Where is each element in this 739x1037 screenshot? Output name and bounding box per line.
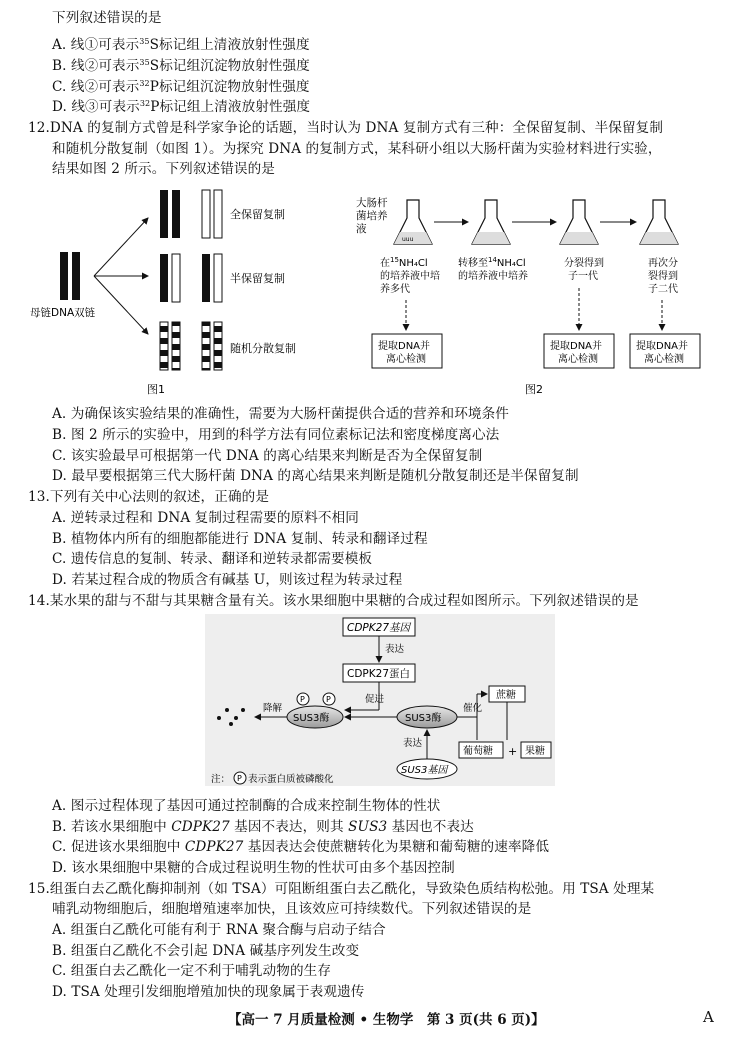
svg-text:离心检测: 离心检测 xyxy=(644,354,684,365)
q13-stem: 13.下列有关中心法则的叙述，正确的是 xyxy=(28,489,270,505)
svg-text:子一代: 子一代 xyxy=(568,271,598,282)
q13-option-a: A. 逆转录过程和 DNA 复制过程需要的原料不相同 xyxy=(52,510,360,526)
svg-text:再次分: 再次分 xyxy=(648,258,678,269)
svg-text:P: P xyxy=(237,774,242,783)
q12-option-d: D. 最早要根据第三代大肠杆菌 DNA 的离心结果来判断是随机分散复制还是半保留复制 xyxy=(52,468,579,484)
q15-option-a: A. 组蛋白乙酰化可能有利于 RNA 聚合酶与启动子结合 xyxy=(52,922,386,938)
enzyme-phosphorylated: SUS3酶 xyxy=(293,713,330,724)
svg-text:P: P xyxy=(326,695,331,704)
svg-text:裂得到: 裂得到 xyxy=(648,271,678,282)
q15-option-b: B. 组蛋白乙酰化不会引起 DNA 碱基序列发生改变 xyxy=(52,943,360,959)
svg-text:液: 液 xyxy=(356,223,367,235)
q13-option-b: B. 植物体内所有的细胞都能进行 DNA 复制、转录和翻译过程 xyxy=(52,531,428,547)
enzyme-sus3: SUS3酶 xyxy=(405,713,442,724)
svg-text:降解: 降解 xyxy=(263,703,283,714)
svg-text:的培养液中培养: 的培养液中培养 xyxy=(458,271,528,282)
svg-text:提取DNA并: 提取DNA并 xyxy=(378,341,431,352)
fructose-box: 果糖 xyxy=(525,746,545,757)
svg-text:表示蛋白质被磷酸化: 表示蛋白质被磷酸化 xyxy=(248,774,334,785)
svg-text:表达: 表达 xyxy=(385,644,405,655)
gene-sus3: SUS3基因 xyxy=(401,765,448,776)
parent-strand-1 xyxy=(60,252,68,300)
svg-text:子二代: 子二代 xyxy=(648,284,678,295)
q14-figure xyxy=(205,614,555,786)
q12-option-b: B. 图 2 所示的实验中，用到的科学方法有同位素标记法和密度梯度离心法 xyxy=(52,427,500,443)
fig1-caption: 图1 xyxy=(147,383,165,396)
q11-option-d: D. 线③可表示$^{32}$P标记组上清液放射性强度 xyxy=(52,99,311,115)
parent-strand-2 xyxy=(72,252,80,300)
glucose-box: 葡萄糖 xyxy=(463,746,493,757)
q12-stem-line-2: 和随机分散复制（如图 1）。为探究 DNA 的复制方式，某科研小组以大肠杆菌为实验材料进行实验， xyxy=(52,141,662,157)
q11-option-b: B. 线②可表示$^{35}$S标记组沉淀物放射性强度 xyxy=(52,58,310,74)
q14-option-c: C. 促进该水果细胞中 CDPK27 基因表达会使蔗糖转化为果糖和葡萄糖的速率降低 xyxy=(52,839,550,855)
svg-text:大肠杆: 大肠杆 xyxy=(356,197,388,209)
svg-text:注：: 注： xyxy=(211,774,231,785)
q15-option-d: D. TSA 处理引发细胞增殖加快的现象属于表观遗传 xyxy=(52,984,365,1000)
flask-3 xyxy=(560,200,598,244)
svg-text:在15NH₄Cl: 在$^{15}$NH₄Cl xyxy=(380,256,428,269)
q12-figure-2 xyxy=(350,192,710,400)
dispersive-label: 随机分散复制 xyxy=(230,342,296,355)
svg-text:离心检测: 离心检测 xyxy=(386,354,426,365)
q13-option-c: C. 遗传信息的复制、转录、翻译和逆转录都需要模板 xyxy=(52,551,373,567)
svg-text:提取DNA并: 提取DNA并 xyxy=(636,341,689,352)
q13-option-d: D. 若某过程合成的物质含有碱基 U，则该过程为转录过程 xyxy=(52,572,403,588)
svg-text:表达: 表达 xyxy=(403,738,423,749)
protein-cdpk27: CDPK27蛋白 xyxy=(347,668,410,680)
paper-version: A xyxy=(703,1008,714,1026)
q14-option-b: B. 若该水果细胞中 CDPK27 基因不表达，则其 SUS3 基因也不表达 xyxy=(52,819,474,835)
q14-option-a: A. 图示过程体现了基因可通过控制酶的合成来控制生物体的性状 xyxy=(52,798,441,814)
svg-text:P: P xyxy=(300,695,305,704)
flask-1 xyxy=(394,200,432,244)
q12-stem-line-3: 结果如图 2 所示。下列叙述错误的是 xyxy=(52,161,275,177)
q12-stem-line-1: 12.DNA 的复制方式曾是科学家争论的话题，当时认为 DNA 复制方式有三种：全保留复制、半保留复制 xyxy=(28,120,664,136)
q15-stem-line-1: 15.组蛋白去乙酰化酶抑制剂（如 TSA）可阻断组蛋白去乙酰化，导致染色质结构松弛。用 TSA 处理某 xyxy=(28,881,655,897)
flask-2 xyxy=(472,200,510,244)
svg-text:转移至14NH₄Cl: 转移至$^{14}$NH₄Cl xyxy=(458,256,526,269)
footer-text: 【高一 7 月质量检测 • 生物学 第 3 页(共 6 页)】 xyxy=(228,1012,545,1028)
parent-label: 母链DNA双链 xyxy=(30,307,96,319)
q12-figure-1 xyxy=(30,182,360,398)
q14-option-d: D. 该水果细胞中果糖的合成过程说明生物的性状可由多个基因控制 xyxy=(52,860,455,876)
svg-text:提取DNA并: 提取DNA并 xyxy=(550,341,603,352)
svg-text:促进: 促进 xyxy=(365,694,385,705)
semiconservative-label: 半保留复制 xyxy=(230,272,285,285)
gene-cdpk27: CDPK27基因 xyxy=(347,622,410,634)
q11-option-a: A. 线①可表示$^{35}$S标记组上清液放射性强度 xyxy=(52,37,310,53)
svg-text:uuu: uuu xyxy=(402,236,414,243)
svg-text:分裂得到: 分裂得到 xyxy=(564,258,604,269)
q11-stem: 下列叙述错误的是 xyxy=(52,10,162,26)
svg-text:离心检测: 离心检测 xyxy=(558,354,598,365)
svg-text:养多代: 养多代 xyxy=(380,284,410,295)
svg-text:+: + xyxy=(508,745,518,758)
q12-option-a: A. 为确保该实验结果的准确性，需要为大肠杆菌提供合适的营养和环境条件 xyxy=(52,406,509,422)
q12-option-c: C. 该实验最早可根据第一代 DNA 的离心结果来判断是否为全保留复制 xyxy=(52,448,483,464)
fig2-caption: 图2 xyxy=(525,383,543,396)
svg-text:的培养液中培: 的培养液中培 xyxy=(380,271,440,282)
sucrose-box: 蔗糖 xyxy=(496,690,516,701)
svg-text:催化: 催化 xyxy=(463,703,483,714)
q15-option-c: C. 组蛋白去乙酰化一定不利于哺乳动物的生存 xyxy=(52,963,332,979)
flask-4 xyxy=(640,200,678,244)
q11-option-c: C. 线②可表示$^{32}$P标记组沉淀物放射性强度 xyxy=(52,79,310,95)
svg-text:菌培养: 菌培养 xyxy=(356,210,388,222)
conservative-label: 全保留复制 xyxy=(230,208,285,221)
q15-stem-line-2: 哺乳动物细胞后，细胞增殖速率加快，且该效应可持续数代。下列叙述错误的是 xyxy=(52,901,532,917)
q14-stem: 14.某水果的甜与不甜与其果糖含量有关。该水果细胞中果糖的合成过程如图所示。下列叙述错误的是 xyxy=(28,593,639,609)
